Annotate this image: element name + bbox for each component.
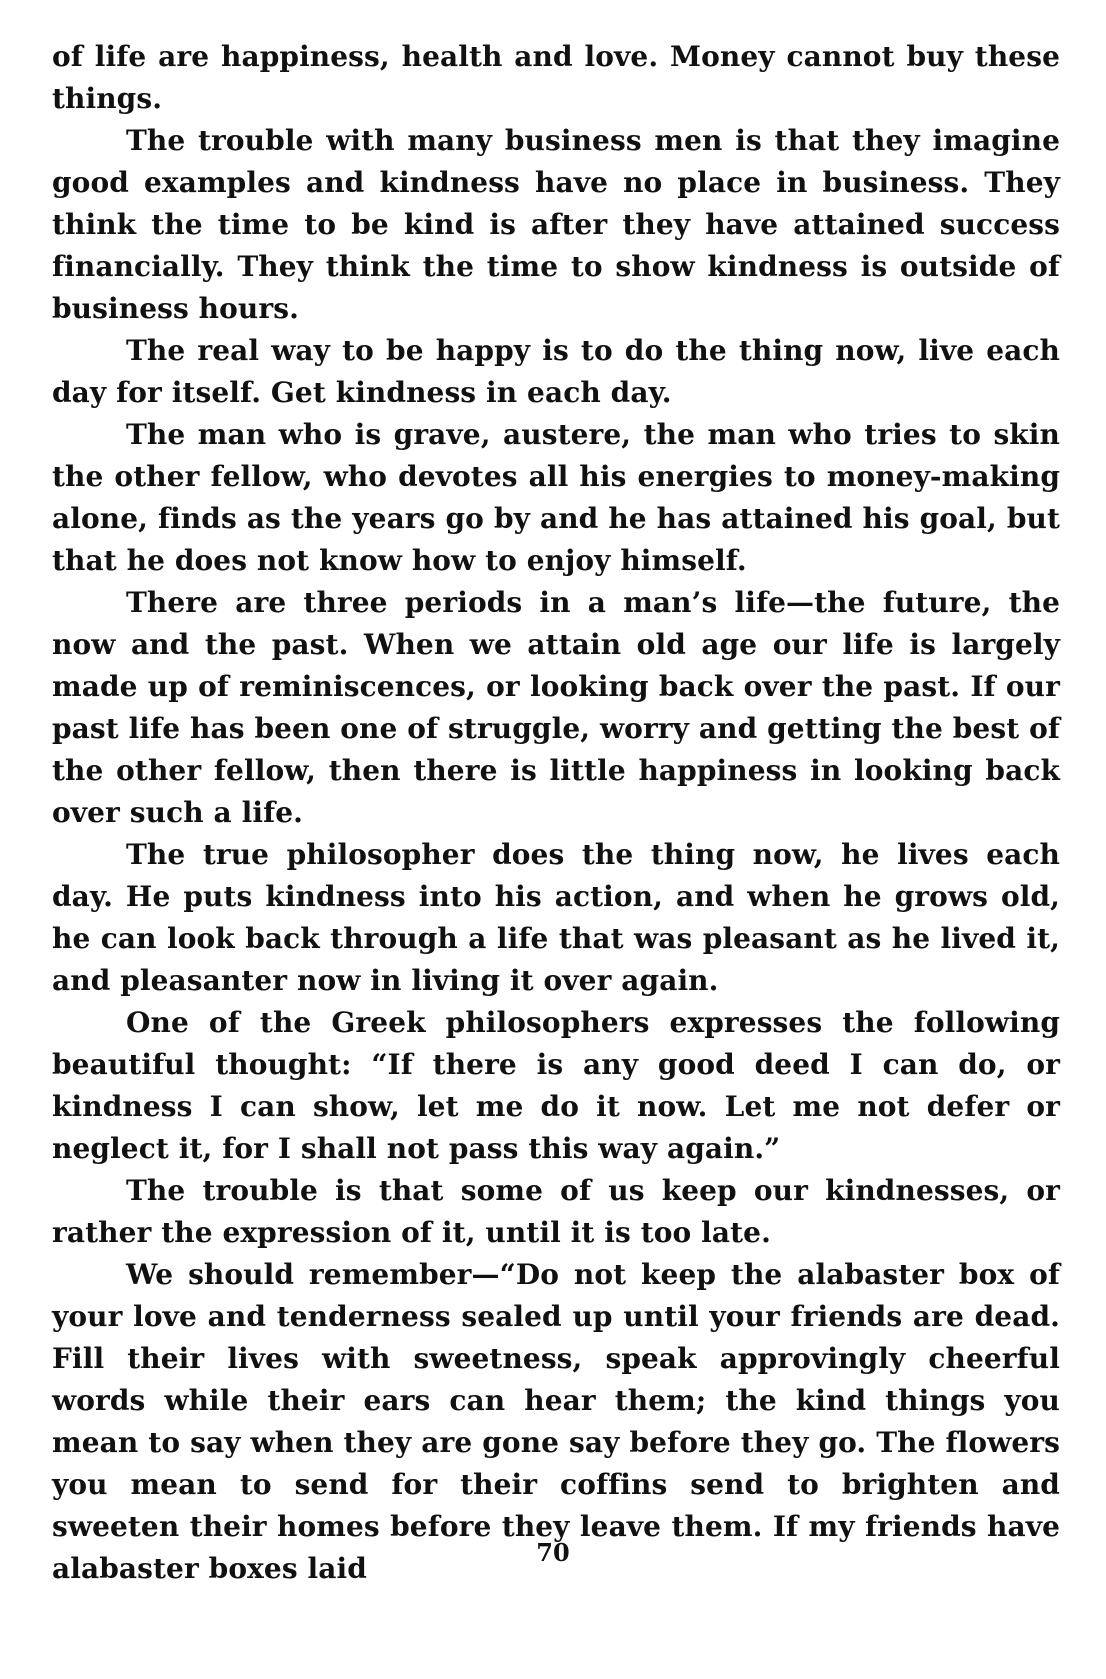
- page-body: [52, 36, 1060, 1590]
- paragraph-5: There are three periods in a man’s life—the future, the now and the past. When we attain old age our life is largely made up of reminiscences, or looking back over the past. If our past life has been one of struggle, worry and getting the best of the other fellow, then there is little happiness in looking back over such a life.: [52, 586, 1060, 829]
- paragraph-1: of life are happiness, health and love. Money cannot buy these things.: [52, 40, 1060, 115]
- paragraph-3: The real way to be happy is to do the thing now, live each day for itself. Get kindness in each day.: [52, 334, 1060, 409]
- paragraph-4: The man who is grave, austere, the man who tries to skin the other fellow, who devotes all his energies to money-making alone, finds as the years go by and he has attained his goal, but that he does not know how to enjoy himself.: [52, 418, 1060, 577]
- page-number: 70: [536, 1538, 570, 1567]
- paragraph-2: The trouble with many business men is that they imagine good examples and kindness have no place in business. They think the time to be kind is after they have attained success financially. They think the time to show kindness is outside of business hours.: [52, 124, 1060, 325]
- paragraph-8: The trouble is that some of us keep our kindnesses, or rather the expression of it, until it is too late.: [52, 1174, 1060, 1249]
- paragraph-6: The true philosopher does the thing now, he lives each day. He puts kindness into his action, and when he grows old, he can look back through a life that was pleasant as he lived it, and pleasanter now in living it over again.: [52, 838, 1060, 997]
- paragraph-7: One of the Greek philosophers expresses the following beautiful thought: “If there is any good deed I can do, or kindness I can show, let me do it now. Let me not defer or neglect it, for I shall not pass this way again.”: [52, 1006, 1060, 1165]
- paragraph-9: We should remember—“Do not keep the alabaster box of your love and tenderness sealed up until your friends are dead. Fill their lives with sweetness, speak approvingly cheerful words while their ears can hear them; the kind things you mean to say when they are gone say before they go. The flowers you mean to send for their coffins send to brighten and sweeten their homes before they leave them. If my friends have alabaster boxes laid: [52, 1258, 1060, 1585]
